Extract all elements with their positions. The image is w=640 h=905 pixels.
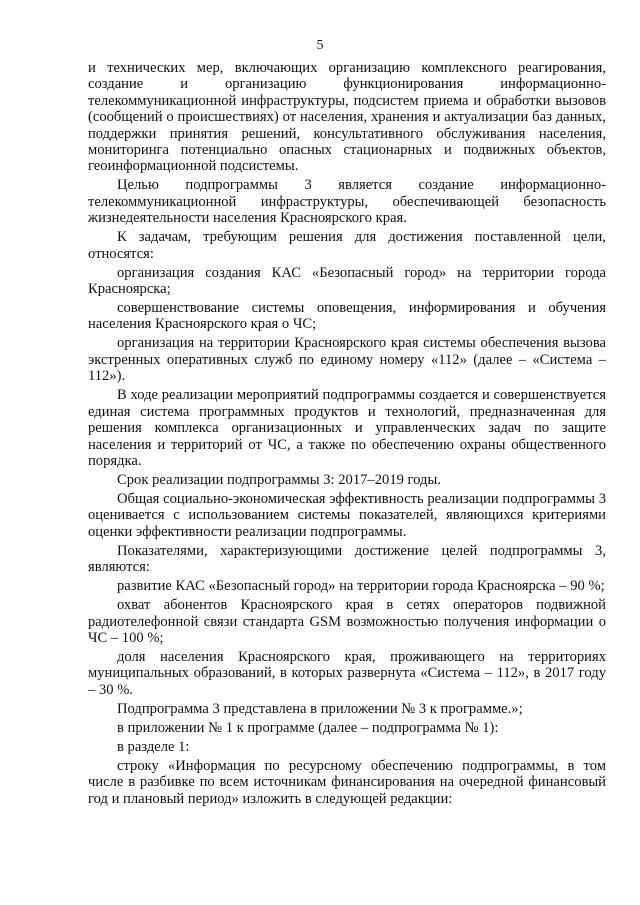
paragraph-tasks-intro: К задачам, требующим решения для достижения поставленной цели, относятся: xyxy=(88,229,606,262)
paragraph-efficiency: Общая социально-экономическая эффективность реализации подпрограммы 3 оценивается с использованием системы показателей, являющихся критериями оценки эффективности реализации подпрограммы. xyxy=(88,490,606,540)
paragraph-indicator-1: развитие КАС «Безопасный город» на территории города Красноярска – 90 %; xyxy=(117,578,605,595)
document-body xyxy=(88,60,606,810)
paragraph-goal: Целью подпрограммы 3 является создание информационно-телекоммуникационной инфраструктуры, обеспечивающей безопасность жизнедеятельности населения Красноярского края. xyxy=(88,177,606,227)
paragraph-indicators-intro: Показателями, характеризующими достижение целей подпрограммы 3, являются: xyxy=(88,542,606,576)
paragraph-resource-line: строку «Информация по ресурсному обеспечению подпрограммы, в том числе в разбивке по всем источникам финансирования на очередной финансовый год и плановый период» изложить в следующей редакции: xyxy=(88,757,606,807)
paragraph-section-1: в разделе 1: xyxy=(117,738,190,755)
paragraph-appendix-1: в приложении № 1 к программе (далее – подпрограмма № 1): xyxy=(117,719,499,736)
paragraph-implementation: В ходе реализации мероприятий подпрограммы создается и совершенствуется единая система программных продуктов и технологий, предназначенная для решения комплекса организационных и управленческих задач по защите населения и территорий от ЧС, а также по обеспечению охраны общественного порядка. xyxy=(88,387,606,469)
paragraph-task-2: совершенствование системы оповещения, информирования и обучения населения Красноярского края о ЧС; xyxy=(88,300,606,333)
page-number: 5 xyxy=(316,38,324,53)
paragraph-task-1: организация создания КАС «Безопасный город» на территории города Красноярска; xyxy=(88,264,606,298)
paragraph-indicator-3: доля населения Красноярского края, проживающего на территориях муниципальных образований, в которых развернута «Система – 112», в 2017 году – 30 %. xyxy=(88,648,606,698)
paragraph-appendix-ref: Подпрограмма 3 представлена в приложении № 3 к программе.»; xyxy=(117,700,523,717)
paragraph-indicator-2: охват абонентов Красноярского края в сетях операторов подвижной радиотелефонной связи стандарта GSM возможностью получения информации о ЧС – 100 %; xyxy=(88,597,606,646)
paragraph-task-3: организация на территории Красноярского края системы обеспечения вызова экстренных оперативных служб по единому номеру «112» (далее – «Система – 112»). xyxy=(88,335,606,385)
paragraph-continuation: и технических мер, включающих организацию комплексного реагирования, создание и организацию функционирования информационно-телекоммуникационной инфраструктуры, подсистем приема и обработки вызовов (сообщений о происшествиях) от населения, хранения и актуализации баз данных, поддержки принятия решений, консультативного обслуживания населения, мониторинга потенциально опасных стационарных и подвижных объектов, геоинформационной подсистемы. xyxy=(88,60,606,175)
paragraph-term: Срок реализации подпрограммы 3: 2017–2019 годы. xyxy=(117,471,441,488)
